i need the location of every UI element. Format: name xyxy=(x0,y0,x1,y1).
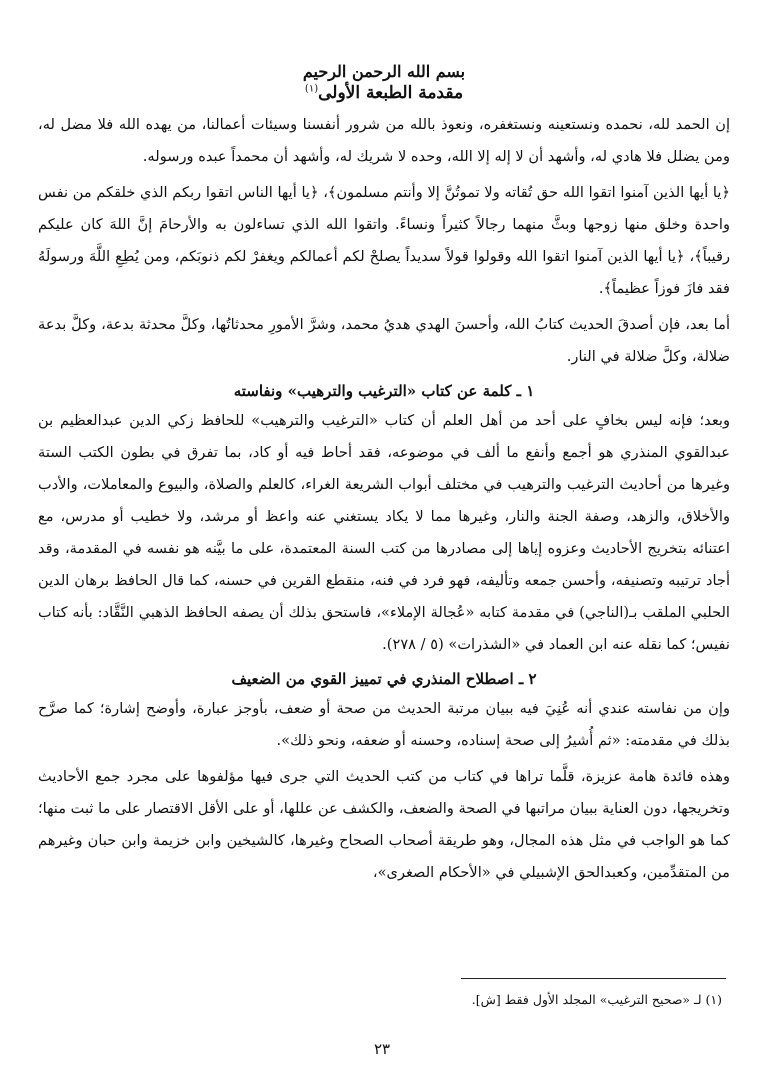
paragraph-amma-bad: أما بعد، فإن أصدقَ الحديث كتابُ الله، وأحسنَ الهدي هديُ محمد، وشرَّ الأمورِ محدثاتُها، وكلَّ محدثة بدعة، وكلَّ بدعة ضلالة، وكلَّ ضلالة في النار. xyxy=(38,316,730,365)
title-footnote-marker: (١) xyxy=(304,83,319,95)
page-title xyxy=(38,83,730,103)
section-2-text-2: وهذه فائدة هامة عزيزة، قلَّما تراها في كتاب من كتب الحديث التي جرى فيها مؤلفوها على مجرد جمع الأحاديث وتخريجها، دون العناية ببيان مراتبها في الصحة والضعف، والكشف عن عللها، أو على الأقل الاقتصار على ما ثبت منها؛ كما هو الواجب في مثل هذه المجال، وهو طريقة أصحاب الصحاح وغيرها، كالشيخين وابن خزيمة وابن حبان وغيرهم من المتقدِّمين، وكعبدالحق الإشبيلي في «الأحكام الصغرى»، xyxy=(38,768,730,881)
footnote-divider xyxy=(461,978,726,979)
page-number: ٢٣ xyxy=(373,1040,391,1058)
section-1-text: وبعد؛ فإنه ليس بخافٍ على أحد من أهل العلم أن كتاب «الترغيب والترهيب» للحافظ زكي الدين عبدالعظيم بن عبدالقوي المنذري هو أجمع وأنفع ما ألف في موضوعه، فقد أحاط فيه أو كاد، بما تفرق في بطون الكتب الستة وغيرها من أحاديث الترغيب والترهيب في مختلف أبواب الشريعة الغراء، كالعلم والصلاة، والبيوع والمعاملات، والأدب والأخلاق، والزهد، وصفة الجنة والنار، وغيرها مما لا يكاد يستغني عنه واعظ أو مرشد، ولا خطيب أو مدرس، مع اعتنائه بتخريج الأحاديث وعزوه إياها إلى مصادرها من كتب السنة المعتمدة، على ما بيَّنه هو نفسه في المقدمة، وقد أجاد ترتيبه وتصنيفه، وأحسن جمعه وتأليفه، فهو فرد في فنه، منقطع القرين في حسنه، كما قال الحافظ برهان الدين الحلبي الملقب بـ(الناجي) في مقدمة كتابه «عُجالة الإملاء»، فاستحق بذلك أن يصفه الحافظ الذهبي النَّقَّاد: بأنه كتاب نفيس؛ كما نقله عنه ابن العماد في «الشذرات» (٥ / ٢٧٨). xyxy=(38,412,730,653)
page-body xyxy=(38,62,730,893)
footnote: (١) لـ «صحيح الترغيب» المجلد الأول فقط [ش]. xyxy=(471,992,722,1007)
basmala: بسم الله الرحمن الرحيم xyxy=(302,62,466,81)
paragraph-verses: ﴿يا أيها الذين آمنوا اتقوا الله حق تُقاته ولا تموتُنَّ إلا وأنتم مسلمون﴾، ﴿يا أيها الناس اتقوا ربكم الذي خلقكم من نفس واحدة وخلق منها زوجها وبثَّ منهما رجالاً كثيراً ونساءً. واتقوا الله الذي تساءلون به والأرحامَ إنَّ اللهَ كان عليكم رقيباً﴾، ﴿يا أيها الذين آمنوا اتقوا الله وقولوا قولاً سديداً يصلحْ لكم أعمالكم ويغفرْ لكم ذنوبَكم، ومن يُطِعِ اللَّهَ ورسولَهُ فقد فازَ فوزاً عظيماً﴾. xyxy=(38,184,730,297)
section-2-text-1: وإن من نفاسته عندي أنه عُنِيَ فيه ببيان مرتبة الحديث من صحة أو ضعف، بأوجز عبارة، وأوضح إشارة؛ كما صرَّح بذلك في مقدمته: «ثم أُشيرُ إلى صحة إسناده، وحسنه أو ضعفه، ونحو ذلك». xyxy=(38,700,730,749)
section-heading-2: ٢ ـ اصطلاح المنذري في تمييز القوي من الضعيف xyxy=(231,670,537,688)
section-heading-1: ١ ـ كلمة عن كتاب «الترغيب والترهيب» ونفاسته xyxy=(233,382,535,400)
paragraph-intro: إن الحمد لله، نحمده ونستعينه ونستغفره، ونعوذ بالله من شرور أنفسنا وسيئات أعمالنا، من يهده الله فلا مضل له، ومن يضلل فلا هادي له، وأشهد أن لا إله إلا الله، وحده لا شريك له، وأشهد أن محمداً عبده ورسوله. xyxy=(38,116,730,165)
title-text: مقدمة الطبعة الأولى xyxy=(318,83,464,103)
